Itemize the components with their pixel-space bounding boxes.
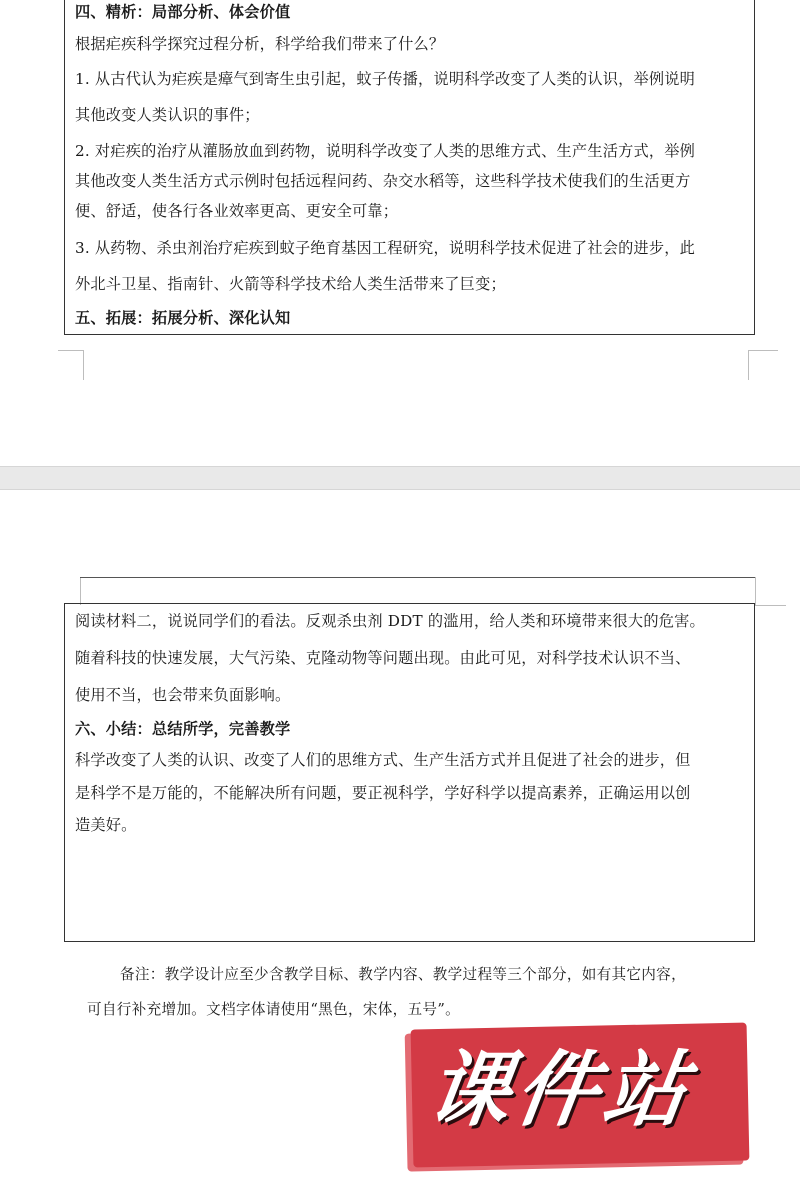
question-text: 根据疟疾科学探究过程分析，科学给我们带来了什么？: [75, 35, 445, 53]
watermark-logo: [402, 1022, 750, 1168]
para1-line2: 随着科技的快速发展，大气污染、克隆动物等问题出现。由此可见，对科学技术认识不当、: [75, 649, 691, 667]
section5-heading: 五、拓展：拓展分析、深化认知: [75, 309, 291, 327]
crop-mark-left-horizontal: [58, 350, 83, 351]
crop-mark-right-vertical: [748, 350, 749, 380]
page-gap: [0, 466, 800, 490]
crop-mark-left-vertical: [83, 350, 84, 380]
content-table-cell: [64, 0, 755, 335]
header-rule: [80, 577, 755, 578]
item2-line2: 其他改变人类生活方式示例时包括远程问药、杂交水稻等，这些科学技术使我们的生活更方: [75, 172, 691, 190]
watermark-text: 课件站: [421, 1043, 699, 1138]
section4-heading: 四、精析：局部分析、体会价值: [75, 3, 291, 21]
para1-line3: 使用不当，也会带来负面影响。: [75, 686, 291, 704]
summary-line1: 科学改变了人类的认识、改变了人们的思维方式、生产生活方式并且促进了社会的进步，但: [75, 751, 691, 769]
crop-mark-right-2: [755, 577, 786, 606]
item2-line1: 2. 对疟疾的治疗从灌肠放血到药物，说明科学改变了人类的思维方式、生产生活方式，举例: [75, 142, 696, 160]
para1-line1: 阅读材料二，说说同学们的看法。反观杀虫剂 DDT 的滥用，给人类和环境带来很大的危害。: [75, 612, 705, 630]
note-line1: 备注：教学设计应至少含教学目标、教学内容、教学过程等三个部分，如有其它内容，: [120, 966, 686, 983]
item3-line1: 3. 从药物、杀虫剂治疗疟疾到蚊子绝育基因工程研究，说明科学技术促进了社会的进步，此: [75, 239, 696, 257]
summary-line3: 造美好。: [75, 816, 137, 834]
crop-mark-right-horizontal: [748, 350, 778, 351]
content-table-cell-2: [64, 603, 755, 942]
document-page-1: [0, 0, 800, 466]
section6-heading: 六、小结：总结所学，完善教学: [75, 720, 291, 738]
item3-line2: 外北斗卫星、指南针、火箭等科学技术给人类生活带来了巨变；: [75, 275, 506, 293]
item1-line2: 其他改变人类认识的事件；: [75, 106, 260, 124]
item2-line3: 便、舒适，使各行各业效率更高、更安全可靠；: [75, 202, 399, 220]
summary-line2: 是科学不是万能的，不能解决所有问题，要正视科学，学好科学以提高素养，正确运用以创: [75, 784, 691, 802]
item1-line1: 1. 从古代认为疟疾是瘴气到寄生虫引起，蚊子传播，说明科学改变了人类的认识，举例说明: [75, 70, 696, 88]
note-line2: 可自行补充增加。文档字体请使用“黑色，宋体，五号”。: [87, 1001, 460, 1018]
crop-mark-left-vertical-2: [80, 577, 81, 605]
